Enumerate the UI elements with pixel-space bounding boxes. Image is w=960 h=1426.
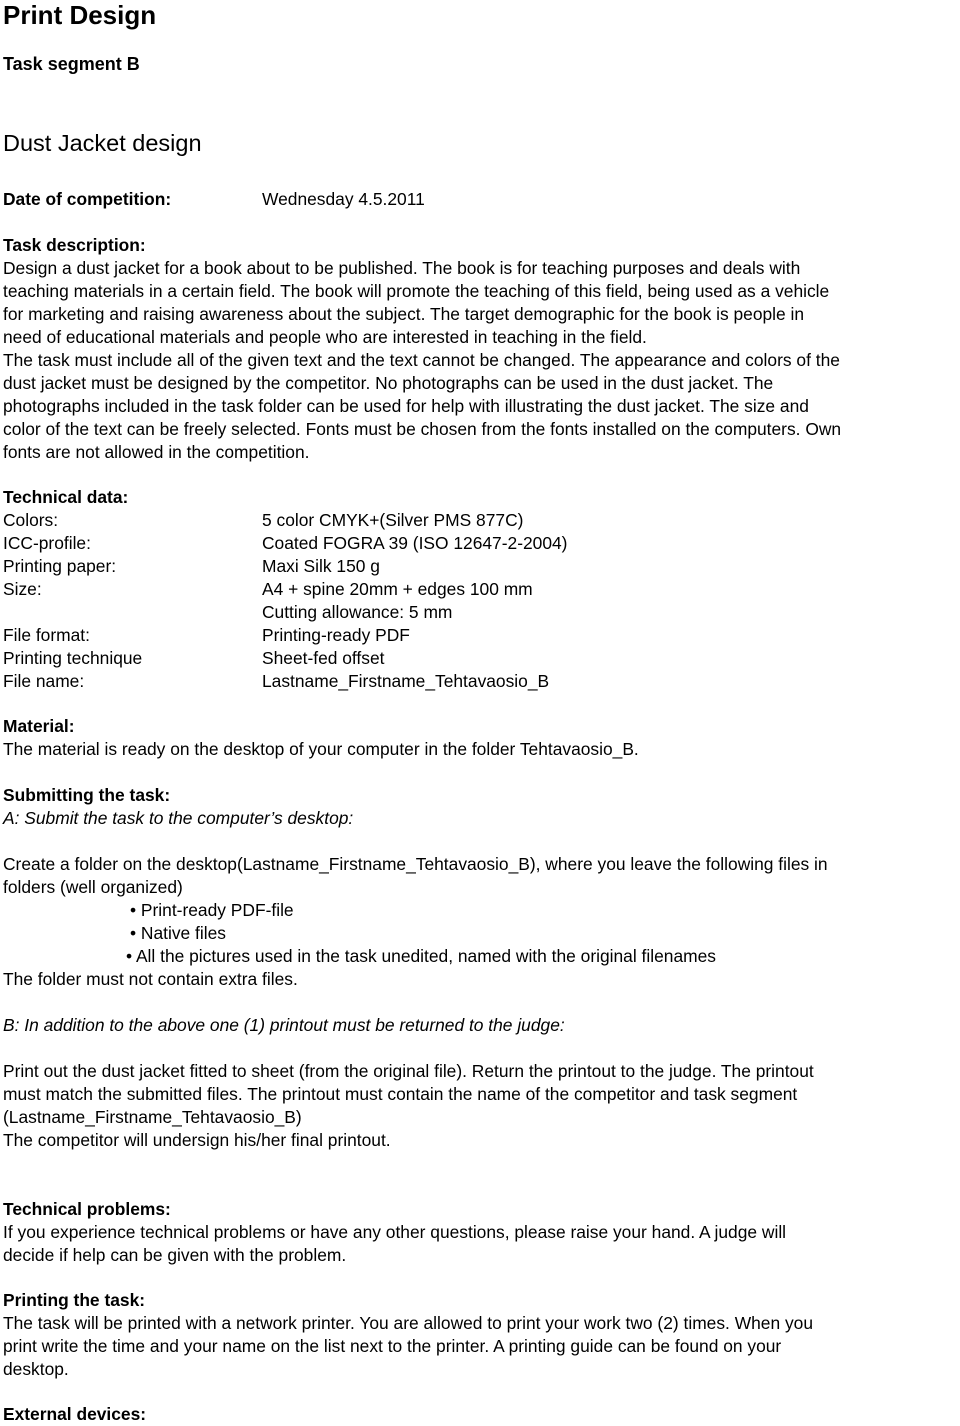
text-line: Design a dust jacket for a book about to be published. The book is for teaching purposes and deals with — [3, 258, 801, 278]
tech-label: File name: — [3, 671, 85, 691]
tech-row-size — [3, 578, 943, 601]
technical-data-heading: Technical data: — [3, 487, 129, 507]
text-line: must match the submitted files. The printout must contain the name of the competitor and task segment — [3, 1084, 798, 1104]
text-line: Print out the dust jacket fitted to sheet (from the original file). Return the printout to the judge. The printout — [3, 1061, 814, 1081]
submit-file-list — [0, 899, 940, 968]
text-line: print write the time and your name on the list next to the printer. A printing guide can be found on your — [3, 1336, 782, 1356]
text-line: decide if help can be given with the problem. — [3, 1245, 347, 1265]
tech-value: Lastname_Firstname_Tehtavaosio_B — [262, 671, 550, 691]
text-line: (Lastname_Firstname_Tehtavaosio_B) — [3, 1107, 302, 1127]
tech-value: Cutting allowance: 5 mm — [262, 602, 453, 622]
text-line: folders (well organized) — [3, 877, 183, 897]
text-line: need of educational materials and people who are interested in teaching in the field. — [3, 327, 647, 347]
technical-problems-text — [3, 1221, 958, 1267]
tech-row-colors — [3, 509, 943, 532]
tech-label: Printing paper: — [3, 556, 117, 576]
tech-value: Printing-ready PDF — [262, 625, 410, 645]
text-line: desktop. — [3, 1359, 69, 1379]
tech-label: Printing technique — [3, 648, 143, 668]
date-value: Wednesday 4.5.2011 — [262, 189, 425, 209]
submit-a-label: A: Submit the task to the computer’s desktop: — [3, 808, 354, 828]
text-line: photographs included in the task folder can be used for help with illustrating the dust jacket. The size and — [3, 396, 809, 416]
text-line: Create a folder on the desktop(Lastname_Firstname_Tehtavaosio_B), where you leave the following files in — [3, 854, 828, 874]
tech-row-technique — [3, 647, 943, 670]
document-title: Print Design — [3, 0, 157, 30]
material-text: The material is ready on the desktop of your computer in the folder Tehtavaosio_B. — [3, 739, 639, 759]
text-line: The task must include all of the given text and the text cannot be changed. The appearance and colors of the — [3, 350, 840, 370]
text-line: fonts are not allowed in the competition. — [3, 442, 310, 462]
tech-value: A4 + spine 20mm + edges 100 mm — [262, 579, 533, 599]
tech-row-format — [3, 624, 943, 647]
external-devices-heading: External devices: — [3, 1404, 147, 1424]
task-description-text — [3, 257, 958, 464]
submitting-heading: Submitting the task: — [3, 785, 171, 805]
tech-row-filename — [3, 670, 943, 693]
text-line: The competitor will undersign his/her final printout. — [3, 1130, 391, 1150]
list-item: • Native files — [130, 923, 226, 943]
text-line: If you experience technical problems or have any other questions, please raise your hand. A judge will — [3, 1222, 787, 1242]
tech-value: Maxi Silk 150 g — [262, 556, 380, 576]
task-description-heading: Task description: — [3, 235, 146, 255]
tech-row-icc — [3, 532, 943, 555]
tech-label: Colors: — [3, 510, 59, 530]
text-line: dust jacket must be designed by the competitor. No photographs can be used in the dust jacket. The — [3, 373, 774, 393]
printing-text — [3, 1312, 958, 1381]
text-line: The task will be printed with a network printer. You are allowed to print your work two (2) times. When you — [3, 1313, 814, 1333]
tech-row-paper — [3, 555, 943, 578]
tech-label: ICC-profile: — [3, 533, 91, 553]
list-item: • Print-ready PDF-file — [130, 900, 294, 920]
tech-value: Sheet-fed offset — [262, 648, 385, 668]
printing-heading: Printing the task: — [3, 1290, 146, 1310]
date-row — [3, 188, 943, 211]
submit-b-text — [3, 1060, 958, 1152]
section-heading: Dust Jacket design — [3, 130, 202, 156]
tech-label: Size: — [3, 579, 42, 599]
date-label: Date of competition: — [3, 189, 172, 209]
technical-problems-heading: Technical problems: — [3, 1199, 171, 1219]
list-item: • All the pictures used in the task unedited, named with the original filenames — [126, 946, 716, 966]
tech-value: Coated FOGRA 39 (ISO 12647-2-2004) — [262, 533, 568, 553]
tech-label: File format: — [3, 625, 90, 645]
text-line: for marketing and raising awareness about the subject. The target demographic for the book is people in — [3, 304, 805, 324]
task-segment: Task segment B — [3, 54, 140, 74]
tech-value: 5 color CMYK+(Silver PMS 877C) — [262, 510, 524, 530]
submit-a-after: The folder must not contain extra files. — [3, 969, 298, 989]
submit-a-text — [3, 853, 958, 899]
text-line: color of the text can be freely selected. Fonts must be chosen from the fonts installed on the computers. Own — [3, 419, 842, 439]
submit-b-label: B: In addition to the above one (1) printout must be returned to the judge: — [3, 1015, 565, 1035]
text-line: teaching materials in a certain field. The book will promote the teaching of this field, being used as a vehicle — [3, 281, 830, 301]
material-heading: Material: — [3, 716, 75, 736]
tech-row-cutting — [3, 601, 943, 624]
